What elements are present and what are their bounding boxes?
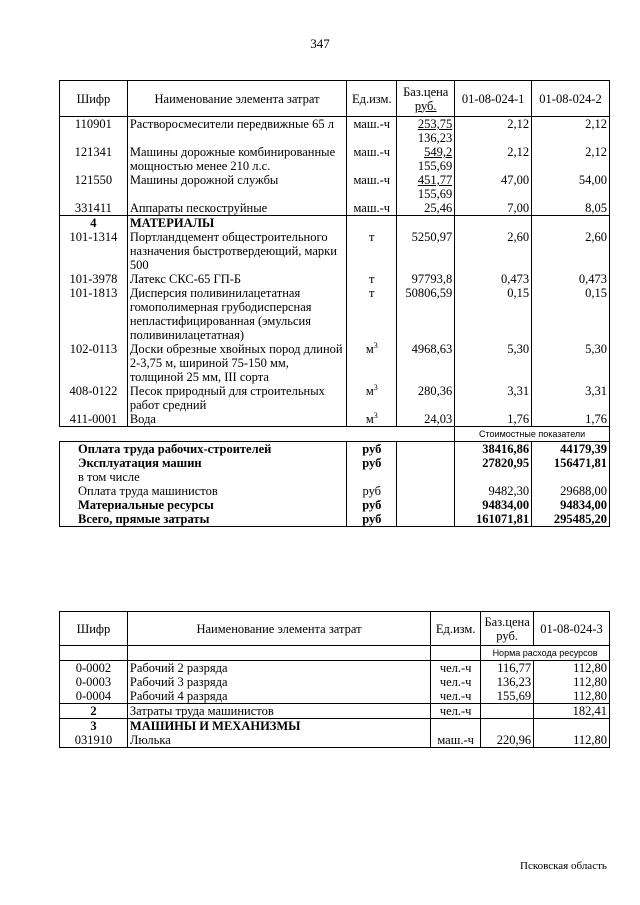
row-value-2: 1,76 (532, 412, 610, 427)
row-name: Люлька (127, 733, 430, 748)
table-row (60, 675, 610, 689)
row-price: 5250,97 (397, 230, 455, 272)
row-name: Портландцемент общестроительного назначения быстротвердеющий, марки 500 (127, 230, 346, 272)
header-price-line1: Баз.цена (484, 614, 530, 629)
row-value-2: 0,15 (532, 286, 610, 342)
table-row (60, 661, 610, 676)
header-unit: Ед.изм. (431, 612, 481, 646)
header-price-line2: руб. (414, 98, 437, 113)
total-label: Оплата труда машинистов (60, 484, 347, 498)
row-value-1: 47,00 (455, 173, 532, 201)
row-name: Латекс СКС-65 ГП-Б (127, 272, 346, 286)
price-secondary: 155,69 (417, 187, 453, 201)
row-value-1: 112,80 (534, 733, 610, 748)
row-price: 50806,59 (397, 286, 455, 342)
row-name: Аппараты пескоструйные (127, 201, 346, 216)
cost-indicators-header: Стоимостные показатели (455, 427, 610, 442)
row-unit: т (347, 286, 397, 342)
row-name: Рабочий 4 разряда (127, 689, 430, 704)
cost-header-row (60, 427, 610, 442)
price-main: 253,75 (417, 117, 453, 131)
row-name: Машины дорожной службы (127, 173, 346, 201)
row-value-1: 112,80 (534, 675, 610, 689)
total-value-1: 94834,00 (455, 498, 532, 512)
row-unit: чел.-ч (431, 675, 481, 689)
row-value-1: 5,30 (455, 342, 532, 384)
total-label: Оплата труда рабочих-строителей (60, 442, 347, 457)
table-row (60, 412, 610, 427)
row-name: Машины дорожные комбинированные мощностью менее 210 л.с. (127, 145, 346, 173)
row-price: 97793,8 (397, 272, 455, 286)
row-unit: маш.-ч (347, 173, 397, 201)
row-value-1: 2,12 (455, 145, 532, 173)
total-unit: руб (347, 442, 397, 457)
table-row (60, 286, 610, 342)
row-name: Рабочий 2 разряда (127, 661, 430, 676)
row-code: 331411 (60, 201, 128, 216)
norm-header: Норма расхода ресурсов (481, 646, 610, 661)
total-value-2: 156471,81 (532, 456, 610, 470)
unit-exponent: 3 (373, 382, 378, 392)
totals-row (60, 484, 610, 498)
row-unit: маш.-ч (431, 733, 481, 748)
row-value-1: 1,76 (455, 412, 532, 427)
total-value-1: 38416,86 (455, 442, 532, 457)
row-code: 0-0003 (60, 675, 128, 689)
table-row (60, 117, 610, 146)
cost-table-1 (59, 80, 610, 527)
table-row (60, 272, 610, 286)
row-price: 280,36 (397, 384, 455, 412)
section-title: Затраты труда машинистов (127, 704, 430, 719)
total-label: Всего, прямые затраты (60, 512, 347, 527)
total-label: Эксплуатация машин (60, 456, 347, 470)
footer-region: Псковская область (520, 860, 607, 872)
table-row (60, 201, 610, 216)
header-price-line1: Баз.цена (403, 84, 449, 99)
row-value-2: 2,12 (532, 145, 610, 173)
row-code: 031910 (60, 733, 128, 748)
row-code: 110901 (60, 117, 128, 146)
price-secondary: 136,23 (417, 131, 453, 145)
header-name: Наименование элемента затрат (127, 81, 346, 117)
row-price: 220,96 (481, 733, 534, 748)
cost-table-2 (59, 611, 610, 748)
header-price-line2: руб. (496, 628, 518, 643)
total-label: Материальные ресурсы (60, 498, 347, 512)
total-value-2: 29688,00 (532, 484, 610, 498)
row-code: 102-0113 (60, 342, 128, 384)
row-value-1: 112,80 (534, 689, 610, 704)
row-code: 0-0002 (60, 661, 128, 676)
table-row (60, 145, 610, 173)
total-label: в том числе (60, 470, 347, 484)
row-value-1: 2,12 (455, 117, 532, 146)
row-unit: маш.-ч (347, 145, 397, 173)
table-row (60, 342, 610, 384)
row-code: 411-0001 (60, 412, 128, 427)
unit-text: м (365, 412, 374, 426)
row-unit: т (347, 272, 397, 286)
row-unit (347, 384, 397, 412)
totals-row (60, 442, 610, 457)
row-name: Доски обрезные хвойных пород длиной 2-3,75 м, шириной 75-150 мм, толщиной 25 мм, III сорта (127, 342, 346, 384)
row-value-2: 2,12 (532, 117, 610, 146)
row-value-2: 8,05 (532, 201, 610, 216)
total-unit: руб (347, 498, 397, 512)
header-code: Шифр (60, 612, 128, 646)
row-unit (347, 412, 397, 427)
section-row (60, 216, 610, 231)
totals-row (60, 456, 610, 470)
row-price: 25,46 (397, 201, 455, 216)
row-price: 24,03 (397, 412, 455, 427)
header-code: Шифр (60, 81, 128, 117)
header-price (481, 612, 534, 646)
section-number: 4 (60, 216, 128, 231)
row-unit: маш.-ч (347, 117, 397, 146)
row-value-2: 3,31 (532, 384, 610, 412)
row-code: 121550 (60, 173, 128, 201)
row-value-2: 2,60 (532, 230, 610, 272)
table-row (60, 689, 610, 704)
row-price: 116,77 (481, 661, 534, 676)
row-unit: чел.-ч (431, 661, 481, 676)
table-row (60, 733, 610, 748)
row-name: Песок природный для строительных работ средний (127, 384, 346, 412)
header-col1: 01-08-024-1 (455, 81, 532, 117)
row-value-1: 0,473 (455, 272, 532, 286)
row-code: 121341 (60, 145, 128, 173)
row-name: Вода (127, 412, 346, 427)
norm-header-row (60, 646, 610, 661)
total-unit: руб (347, 484, 397, 498)
unit-text: м (365, 342, 374, 356)
table-row (60, 173, 610, 201)
totals-row (60, 498, 610, 512)
header-unit: Ед.изм. (347, 81, 397, 117)
row-unit: маш.-ч (347, 201, 397, 216)
row-name: Рабочий 3 разряда (127, 675, 430, 689)
row-unit: чел.-ч (431, 704, 481, 719)
row-code: 101-3978 (60, 272, 128, 286)
header-name: Наименование элемента затрат (127, 612, 430, 646)
unit-exponent: 3 (373, 340, 378, 350)
section-row (60, 719, 610, 734)
row-unit: чел.-ч (431, 689, 481, 704)
table2-header (60, 612, 610, 646)
table-row (60, 230, 610, 272)
row-value-1: 2,60 (455, 230, 532, 272)
row-unit (347, 342, 397, 384)
totals-row (60, 470, 610, 484)
row-value-1: 112,80 (534, 661, 610, 676)
row-value-2: 0,473 (532, 272, 610, 286)
total-value-2: 295485,20 (532, 512, 610, 527)
row-price (397, 173, 455, 201)
total-value-1: 9482,30 (455, 484, 532, 498)
total-value-2: 94834,00 (532, 498, 610, 512)
section-number: 2 (60, 704, 128, 719)
section-number: 3 (60, 719, 128, 734)
row-name: Дисперсия поливинилацетатная гомополимерная грубодисперсная непластифицированная (эмульсия поливинилацетатная) (127, 286, 346, 342)
section-title: МАШИНЫ И МЕХАНИЗМЫ (127, 719, 430, 734)
header-col1: 01-08-024-3 (534, 612, 610, 646)
row-price: 4968,63 (397, 342, 455, 384)
row-code: 101-1813 (60, 286, 128, 342)
row-code: 101-1314 (60, 230, 128, 272)
row-value-1: 0,15 (455, 286, 532, 342)
header-col2: 01-08-024-2 (532, 81, 610, 117)
section-title: МАТЕРИАЛЫ (127, 216, 346, 231)
unit-exponent: 3 (373, 410, 378, 420)
row-price (397, 145, 455, 173)
row-value-2: 54,00 (532, 173, 610, 201)
row-price: 136,23 (481, 675, 534, 689)
row-code: 0-0004 (60, 689, 128, 704)
row-price: 155,69 (481, 689, 534, 704)
table1-header (60, 81, 610, 117)
price-secondary: 155,69 (417, 159, 453, 173)
total-unit: руб (347, 512, 397, 527)
total-value-1: 27820,95 (455, 456, 532, 470)
unit-text: м (365, 384, 374, 398)
row-price (397, 117, 455, 146)
row-value-2: 5,30 (532, 342, 610, 384)
row-unit: т (347, 230, 397, 272)
section-row (60, 704, 610, 719)
row-value-1: 3,31 (455, 384, 532, 412)
totals-row (60, 512, 610, 527)
row-value-1: 182,41 (534, 704, 610, 719)
total-unit: руб (347, 456, 397, 470)
header-price (397, 81, 455, 117)
total-value-1: 161071,81 (455, 512, 532, 527)
table-row (60, 384, 610, 412)
row-name: Растворосмесители передвижные 65 л (127, 117, 346, 146)
page-number: 347 (310, 36, 330, 51)
row-value-1: 7,00 (455, 201, 532, 216)
total-value-2: 44179,39 (532, 442, 610, 457)
row-code: 408-0122 (60, 384, 128, 412)
price-main: 451,77 (417, 173, 453, 187)
price-main: 549,2 (424, 145, 453, 159)
